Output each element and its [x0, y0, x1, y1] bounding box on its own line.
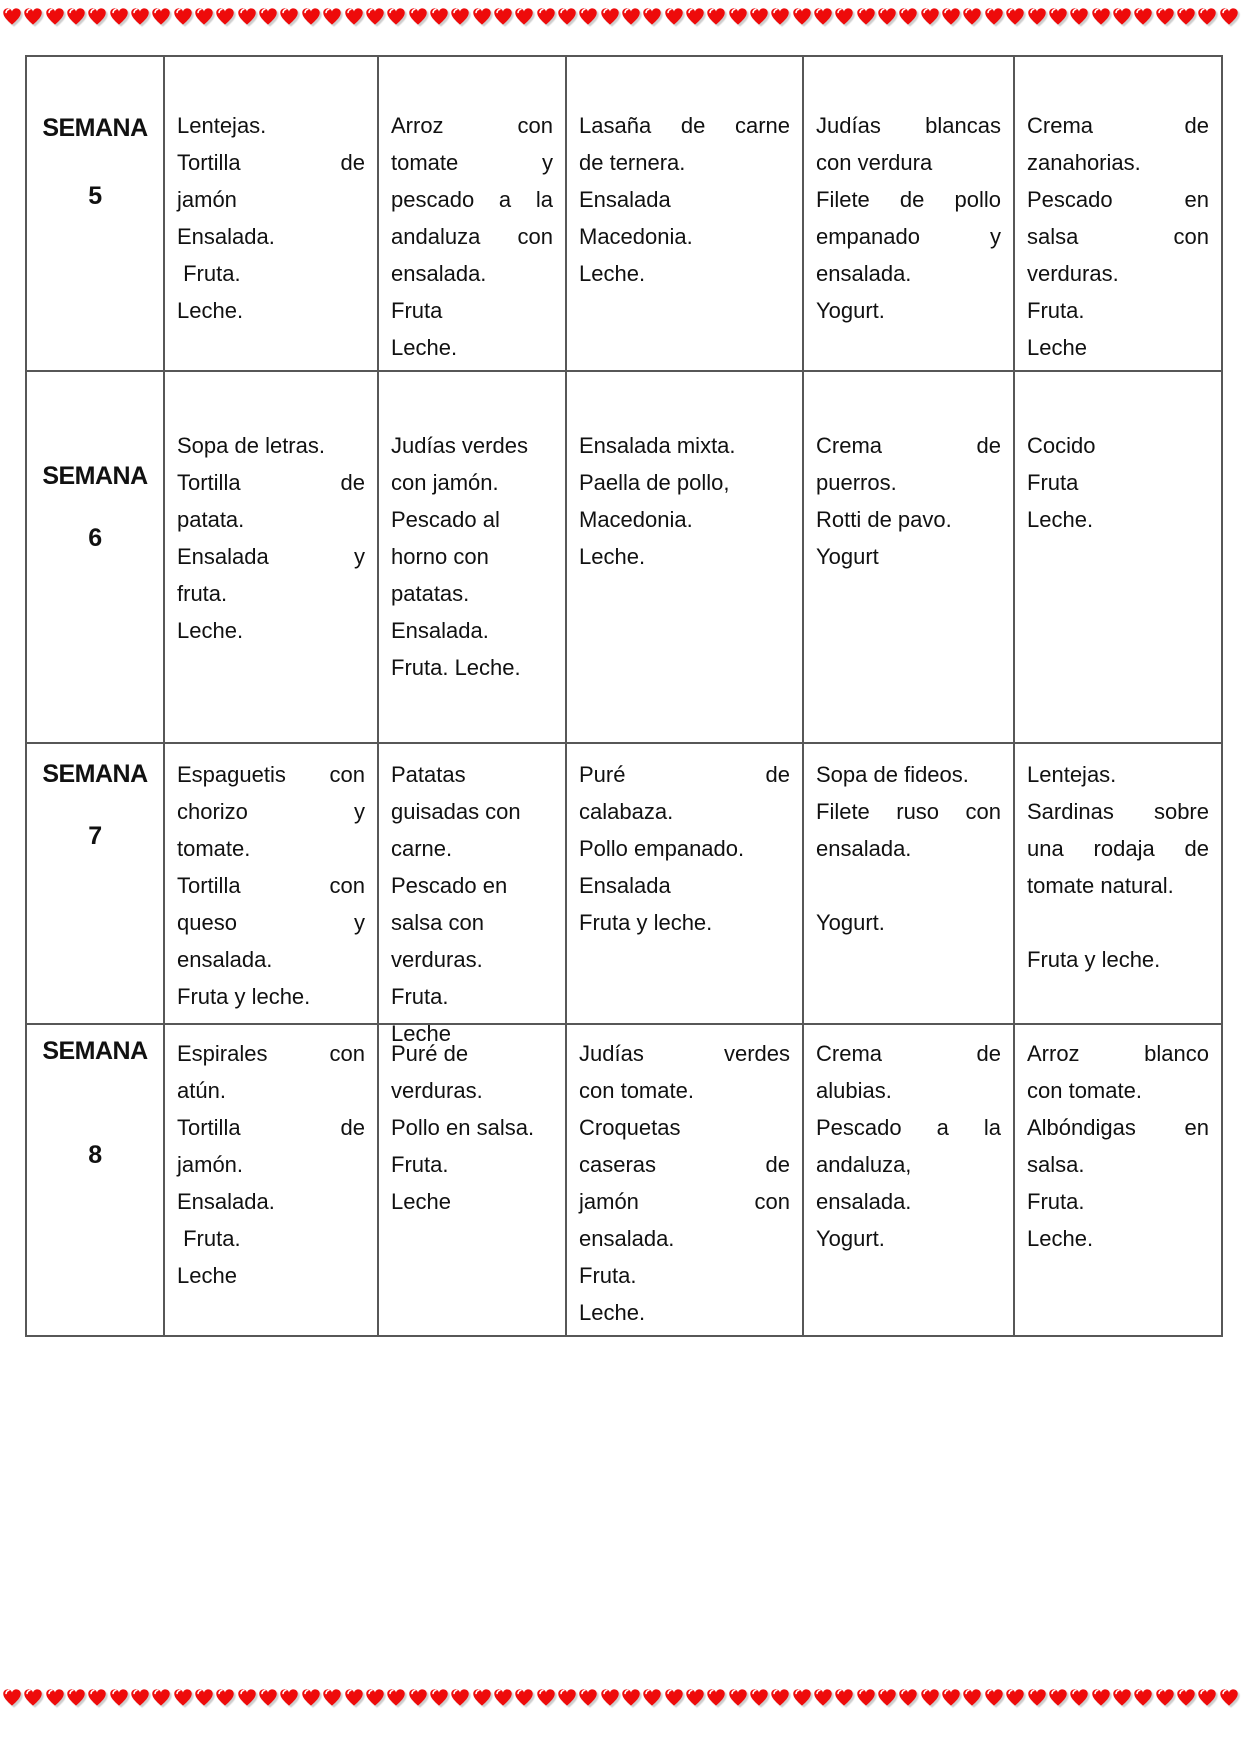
menu-line: Sopa de fideos. [816, 762, 969, 787]
menu-line: Sopa de letras. [177, 433, 325, 458]
menu-line: Leche. [391, 335, 458, 360]
heart-icon [151, 7, 171, 27]
heart-icon [386, 7, 406, 27]
heart-icon [109, 1688, 129, 1708]
menu-line: Fruta y leche. [579, 910, 713, 935]
menu-line: Yogurt. [816, 910, 885, 935]
heart-icon [322, 7, 342, 27]
heart-icon [941, 1688, 961, 1708]
menu-line: Pescado en [1027, 187, 1209, 212]
heart-icon [749, 7, 769, 27]
menu-line: verduras. [391, 1078, 483, 1103]
heart-icon [472, 7, 492, 27]
week-label: SEMANA [42, 760, 148, 788]
menu-line: Fruta. Leche. [391, 655, 521, 680]
menu-line: Fruta [391, 298, 443, 323]
heart-icon [962, 1688, 982, 1708]
menu-line: ensalada. [816, 1189, 912, 1214]
heart-icon [237, 1688, 257, 1708]
heart-icon [770, 1688, 790, 1708]
heart-icon [151, 1688, 171, 1708]
menu-line [1027, 904, 1209, 941]
menu-line: Tortilla de [177, 150, 365, 175]
menu-line: tomate natural. [1027, 873, 1174, 898]
heart-icon [237, 7, 257, 27]
menu-line: Yogurt [816, 544, 879, 569]
heart-icon [2, 7, 22, 27]
menu-line: Leche [391, 1189, 451, 1214]
menu-line: Albóndigas en [1027, 1115, 1209, 1140]
menu-line: Rotti de pavo. [816, 507, 952, 532]
menu-line: Judías verdes [579, 1041, 790, 1066]
menu-line: Fruta. [579, 1263, 637, 1288]
week-label-cell [27, 370, 165, 742]
week-number: 6 [88, 524, 102, 552]
week-label-cell [27, 1023, 165, 1335]
week-row [27, 370, 1221, 742]
menu-line: andaluza con [391, 224, 553, 249]
week-label: SEMANA [42, 462, 148, 490]
menu-line: Ensalada. [177, 1189, 275, 1214]
heart-icon [429, 7, 449, 27]
menu-line: Leche [391, 1021, 451, 1046]
menu-line: alubias. [816, 1078, 892, 1103]
menu-line: Pollo empanado. [579, 836, 745, 861]
heart-icon [344, 7, 364, 27]
menu-line: Filete de pollo [816, 187, 1001, 212]
menu-line [816, 867, 1001, 904]
menu-line: jamón. [177, 1152, 244, 1177]
menu-line: ensalada. [391, 261, 487, 286]
heart-icon [1048, 1688, 1068, 1708]
menu-cell [379, 370, 567, 742]
heart-icon [1133, 1688, 1153, 1708]
menu-line: patatas. [391, 581, 470, 606]
heart-icon [1112, 7, 1132, 27]
heart-icon [1027, 7, 1047, 27]
menu-line: Judías blancas [816, 113, 1001, 138]
heart-icon [130, 1688, 150, 1708]
menu-line: Pescado en [391, 873, 508, 898]
menu-line: salsa. [1027, 1152, 1085, 1177]
week-number: 7 [88, 822, 102, 850]
menu-line: ensalada. [816, 836, 912, 861]
menu-line: Leche. [579, 1300, 646, 1325]
heart-icon [877, 1688, 897, 1708]
menu-line: Ensalada [579, 187, 671, 212]
heart-icon [1197, 1688, 1217, 1708]
heart-icon [215, 1688, 235, 1708]
heart-icon [941, 7, 961, 27]
heart-icon [578, 7, 598, 27]
menu-line: Ensalada. [391, 618, 489, 643]
menu-line: ensalada. [579, 1226, 675, 1251]
menu-line: Crema de [816, 1041, 1001, 1066]
menu-line: Tortilla de [177, 470, 365, 495]
heart-icon [1005, 1688, 1025, 1708]
heart-icon [514, 1688, 534, 1708]
menu-line: Puré de [579, 762, 790, 787]
heart-icon [898, 7, 918, 27]
menu-line: zanahorias. [1027, 150, 1141, 175]
menu-cell [379, 57, 567, 370]
week-label: SEMANA [42, 114, 148, 142]
heart-icon [173, 7, 193, 27]
menu-line: chorizo y [177, 799, 365, 824]
heart-icon [1112, 1688, 1132, 1708]
menu-line: Fruta y leche. [1027, 947, 1161, 972]
heart-icon [109, 7, 129, 27]
menu-line: Filete ruso con [816, 799, 1001, 824]
menu-line: Yogurt. [816, 298, 885, 323]
menu-cell [165, 370, 379, 742]
heart-icon [45, 1688, 65, 1708]
heart-icon [493, 7, 513, 27]
menu-line: caseras de [579, 1152, 790, 1177]
heart-icon [1155, 7, 1175, 27]
menu-line: Ensalada [579, 873, 671, 898]
heart-icon [258, 1688, 278, 1708]
menu-line: jamón con [579, 1189, 790, 1214]
heart-icon [578, 1688, 598, 1708]
menu-line: Arroz con [391, 113, 553, 138]
menu-line: patata. [177, 507, 245, 532]
heart-icon [536, 7, 556, 27]
heart-icon [856, 1688, 876, 1708]
heart-icon [301, 1688, 321, 1708]
menu-line: Leche. [1027, 1226, 1094, 1251]
menu-cell [1015, 57, 1221, 370]
menu-line: horno con [391, 544, 489, 569]
menu-cell [567, 1023, 804, 1335]
menu-line: Fruta. [177, 1226, 241, 1251]
menu-line: Leche [177, 1263, 237, 1288]
menu-line: una rodaja de [1027, 836, 1209, 861]
heart-icon [621, 7, 641, 27]
menu-line: Fruta y leche. [177, 984, 311, 1009]
menu-line: jamón [177, 187, 237, 212]
menu-line: Puré de [391, 1041, 469, 1066]
heart-icon [1219, 7, 1239, 27]
menu-line: Lentejas. [177, 113, 267, 138]
menu-line: Patatas [391, 762, 466, 787]
hearts-border-top [2, 7, 1239, 27]
menu-cell [804, 1023, 1015, 1335]
menu-line: Yogurt. [816, 1226, 885, 1251]
heart-icon [685, 1688, 705, 1708]
heart-icon [1091, 1688, 1111, 1708]
heart-icon [450, 7, 470, 27]
heart-icon [45, 7, 65, 27]
menu-line: guisadas con [391, 799, 521, 824]
heart-icon [408, 1688, 428, 1708]
hearts-border-bottom [2, 1688, 1239, 1708]
heart-icon [962, 7, 982, 27]
heart-icon [365, 1688, 385, 1708]
menu-cell [567, 370, 804, 742]
heart-icon [2, 1688, 22, 1708]
heart-icon [1176, 7, 1196, 27]
menu-cell [804, 57, 1015, 370]
week-label-cell [27, 57, 165, 370]
menu-line: Lasaña de carne [579, 113, 790, 138]
heart-icon [23, 1688, 43, 1708]
heart-icon [215, 7, 235, 27]
menu-line: con tomate. [1027, 1078, 1142, 1103]
menu-line: fruta. [177, 581, 228, 606]
menu-cell [567, 57, 804, 370]
heart-icon [87, 1688, 107, 1708]
menu-line: Fruta. [177, 261, 241, 286]
menu-line: Lentejas. [1027, 762, 1117, 787]
heart-icon [920, 7, 940, 27]
menu-line: Leche [1027, 335, 1087, 360]
week-label: SEMANA [42, 1037, 148, 1065]
menu-line: salsa con [391, 910, 484, 935]
heart-icon [770, 7, 790, 27]
menu-table [25, 55, 1223, 1337]
menu-cell [165, 57, 379, 370]
menu-line: tomate y [391, 150, 553, 175]
menu-line: Cocido [1027, 433, 1096, 458]
heart-icon [130, 7, 150, 27]
week-row [27, 57, 1221, 370]
heart-icon [194, 1688, 214, 1708]
menu-line: Fruta. [1027, 298, 1085, 323]
menu-line: con tomate. [579, 1078, 694, 1103]
heart-icon [1219, 1688, 1239, 1708]
heart-icon [1155, 1688, 1175, 1708]
heart-icon [877, 7, 897, 27]
heart-icon [792, 7, 812, 27]
heart-icon [834, 1688, 854, 1708]
heart-icon [664, 7, 684, 27]
week-row [27, 1023, 1221, 1335]
week-number: 5 [88, 182, 102, 210]
heart-icon [536, 1688, 556, 1708]
heart-icon [408, 7, 428, 27]
menu-line: queso y [177, 910, 365, 935]
menu-line: Leche. [1027, 507, 1094, 532]
heart-icon [493, 1688, 513, 1708]
heart-icon [813, 1688, 833, 1708]
menu-line: Pescado al [391, 507, 500, 532]
menu-line: Leche. [579, 261, 646, 286]
menu-cell [1015, 742, 1221, 1023]
menu-cell [379, 742, 567, 1046]
menu-line: Croquetas [579, 1115, 681, 1140]
heart-icon [685, 7, 705, 27]
heart-icon [1069, 1688, 1089, 1708]
heart-icon [557, 7, 577, 27]
heart-icon [600, 7, 620, 27]
heart-icon [450, 1688, 470, 1708]
menu-line: puerros. [816, 470, 897, 495]
menu-line: con verdura [816, 150, 933, 175]
heart-icon [984, 1688, 1004, 1708]
heart-icon [66, 7, 86, 27]
heart-icon [642, 7, 662, 27]
menu-line: Leche. [579, 544, 646, 569]
heart-icon [344, 1688, 364, 1708]
heart-icon [706, 1688, 726, 1708]
menu-line: salsa con [1027, 224, 1209, 249]
heart-icon [1069, 7, 1089, 27]
menu-line: con jamón. [391, 470, 499, 495]
menu-line: Ensalada y [177, 544, 365, 569]
menu-cell [804, 742, 1015, 1023]
menu-line: andaluza, [816, 1152, 912, 1177]
menu-line: verduras. [1027, 261, 1119, 286]
heart-icon [322, 1688, 342, 1708]
heart-icon [472, 1688, 492, 1708]
menu-line: Macedonia. [579, 507, 693, 532]
heart-icon [279, 7, 299, 27]
heart-icon [728, 1688, 748, 1708]
heart-icon [1048, 7, 1068, 27]
heart-icon [1176, 1688, 1196, 1708]
menu-line: tomate. [177, 836, 251, 861]
menu-line: ensalada. [177, 947, 273, 972]
menu-line: Tortilla de [177, 1115, 365, 1140]
menu-line: verduras. [391, 947, 483, 972]
heart-icon [621, 1688, 641, 1708]
menu-line: Leche. [177, 618, 244, 643]
menu-line: Judías verdes [391, 433, 528, 458]
heart-icon [1027, 1688, 1047, 1708]
heart-icon [1197, 7, 1217, 27]
heart-icon [642, 1688, 662, 1708]
heart-icon [792, 1688, 812, 1708]
menu-line: Crema de [816, 433, 1001, 458]
heart-icon [664, 1688, 684, 1708]
menu-line: pescado a la [391, 187, 553, 212]
week-label-cell [27, 742, 165, 1023]
menu-line: Tortilla con [177, 873, 365, 898]
menu-line: empanado y [816, 224, 1001, 249]
menu-cell [379, 1023, 567, 1335]
menu-cell [165, 1023, 379, 1335]
heart-icon [194, 7, 214, 27]
heart-icon [386, 1688, 406, 1708]
heart-icon [706, 7, 726, 27]
menu-line: Fruta. [391, 1152, 449, 1177]
heart-icon [514, 7, 534, 27]
heart-icon [429, 1688, 449, 1708]
heart-icon [813, 7, 833, 27]
menu-line: Ensalada mixta. [579, 433, 736, 458]
menu-line: Arroz blanco [1027, 1041, 1209, 1066]
heart-icon [87, 7, 107, 27]
heart-icon [984, 7, 1004, 27]
week-number: 8 [88, 1141, 102, 1169]
heart-icon [1091, 7, 1111, 27]
menu-line: ensalada. [816, 261, 912, 286]
heart-icon [898, 1688, 918, 1708]
menu-line: Espaguetis con [177, 762, 365, 787]
menu-line: atún. [177, 1078, 226, 1103]
heart-icon [66, 1688, 86, 1708]
heart-icon [173, 1688, 193, 1708]
menu-line: Espirales con [177, 1041, 365, 1066]
heart-icon [600, 1688, 620, 1708]
menu-line: Macedonia. [579, 224, 693, 249]
menu-cell [165, 742, 379, 1023]
week-row [27, 742, 1221, 1046]
menu-line: Crema de [1027, 113, 1209, 138]
heart-icon [557, 1688, 577, 1708]
menu-line: Ensalada. [177, 224, 275, 249]
heart-icon [301, 7, 321, 27]
menu-line: de ternera. [579, 150, 686, 175]
heart-icon [749, 1688, 769, 1708]
menu-line: Fruta. [391, 984, 449, 1009]
heart-icon [23, 7, 43, 27]
heart-icon [365, 7, 385, 27]
menu-line: Pescado a la [816, 1115, 1001, 1140]
menu-line: carne. [391, 836, 453, 861]
menu-line: calabaza. [579, 799, 674, 824]
menu-line: Fruta. [1027, 1189, 1085, 1214]
menu-line: Fruta [1027, 470, 1079, 495]
heart-icon [1133, 7, 1153, 27]
menu-line: Paella de pollo, [579, 470, 730, 495]
menu-line: Leche. [177, 298, 244, 323]
heart-icon [1005, 7, 1025, 27]
heart-icon [834, 7, 854, 27]
heart-icon [920, 1688, 940, 1708]
menu-line: Pollo en salsa. [391, 1115, 535, 1140]
heart-icon [279, 1688, 299, 1708]
menu-cell [1015, 370, 1221, 742]
heart-icon [728, 7, 748, 27]
menu-cell [804, 370, 1015, 742]
menu-line: Sardinas sobre [1027, 799, 1209, 824]
menu-cell [567, 742, 804, 1023]
heart-icon [856, 7, 876, 27]
menu-cell [1015, 1023, 1221, 1335]
heart-icon [258, 7, 278, 27]
